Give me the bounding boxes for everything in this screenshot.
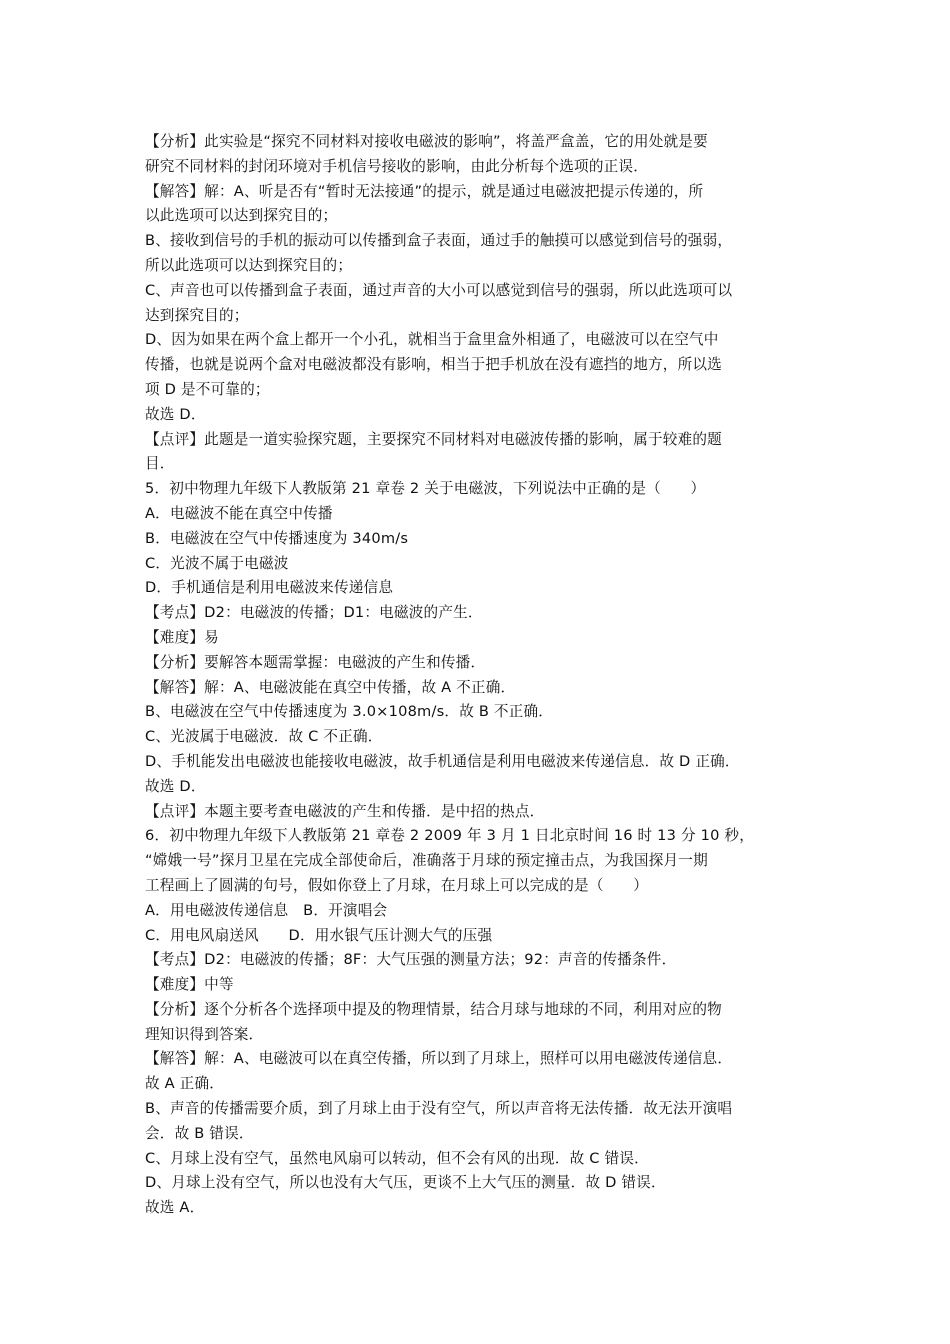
document-body xyxy=(145,130,815,1221)
text-line: 【解答】解：A、听是否有“暂时无法接通”的提示，就是通过电磁波把提示传递的，所 xyxy=(145,182,704,200)
text-line: D．手机通信是利用电磁波来传递信息 xyxy=(145,579,394,597)
text-line: 理知识得到答案． xyxy=(145,1025,264,1043)
text-line: D、手机能发出电磁波也能接收电磁波，故手机通信是利用电磁波来传递信息．故 D 正确． xyxy=(145,752,740,770)
text-line: 以此选项可以达到探究目的； xyxy=(145,207,338,225)
text-line: D、因为如果在两个盒上都开一个小孔，就相当于盒里盒外相通了，电磁波可以在空气中 xyxy=(145,331,719,349)
text-line: 达到探究目的； xyxy=(145,306,249,324)
text-line: 目． xyxy=(145,455,175,473)
text-line: 工程画上了圆满的句号，假如你登上了月球，在月球上可以完成的是（ ） xyxy=(145,876,648,894)
text-line: 【难度】中等 xyxy=(145,976,234,994)
text-line: 所以此选项可以达到探究目的； xyxy=(145,256,353,274)
text-line: C、光波属于电磁波．故 C 不正确． xyxy=(145,728,383,746)
text-line: 【难度】易 xyxy=(145,628,219,646)
text-line: 故 A 正确． xyxy=(145,1075,225,1093)
text-line: 【考点】D2：电磁波的传播；8F：大气压强的测量方法；92：声音的传播条件． xyxy=(145,951,677,969)
text-line: C、月球上没有空气，虽然电风扇可以转动，但不会有风的出现．故 C 错误． xyxy=(145,1149,649,1167)
text-line: C．光波不属于电磁波 xyxy=(145,554,289,572)
text-line: 5．初中物理九年级下人教版第 21 章卷 2 关于电磁波，下列说法中正确的是（ ） xyxy=(145,480,706,498)
text-line: 【点评】本题主要考查电磁波的产生和传播．是中招的热点． xyxy=(145,802,545,820)
text-line: C．用电风扇送风 D．用水银气压计测大气的压强 xyxy=(145,926,493,944)
text-line: B、电磁波在空气中传播速度为 3.0×108m/s．故 B 不正确． xyxy=(145,703,554,721)
text-line: B、声音的传播需要介质，到了月球上由于没有空气，所以声音将无法传播．故无法开演唱 xyxy=(145,1100,733,1118)
text-line: 故选 D． xyxy=(145,777,206,795)
text-line: 【点评】此题是一道实验探究题，主要探究不同材料对电磁波传播的影响，属于较难的题 xyxy=(145,430,722,448)
text-line: 【分析】此实验是“探究不同材料对接收电磁波的影响”，将盖严盒盖，它的用处就是要 xyxy=(145,133,708,150)
text-line: 项 D 是不可靠的； xyxy=(145,380,270,398)
text-line: 传播，也就是说两个盒对电磁波都没有影响，相当于把手机放在没有遮挡的地方，所以选 xyxy=(145,356,722,374)
text-line: 【解答】解：A、电磁波能在真空中传播，故 A 不正确． xyxy=(145,678,516,696)
text-line: 研究不同材料的封闭环境对手机信号接收的影响，由此分析每个选项的正误． xyxy=(145,157,648,175)
text-line: A．用电磁波传递信息 B．开演唱会 xyxy=(145,901,388,919)
text-line: A．电磁波不能在真空中传播 xyxy=(145,504,333,522)
text-line: D、月球上没有空气，所以也没有大气压，更谈不上大气压的测量．故 D 错误． xyxy=(145,1174,666,1192)
text-line: 【分析】要解答本题需掌握：电磁波的产生和传播． xyxy=(145,653,486,671)
text-line: “嫦娥一号”探月卫星在完成全部使命后，准确落于月球的预定撞击点，为我国探月一期 xyxy=(145,852,708,870)
text-line: C、声音也可以传播到盒子表面，通过声音的大小可以感觉到信号的强弱，所以此选项可以 xyxy=(145,281,733,299)
text-line: 6．初中物理九年级下人教版第 21 章卷 2 2009 年 3 月 1 日北京时间 16 时 13 分 10 秒， xyxy=(145,827,754,845)
text-line: 故选 D． xyxy=(145,405,206,423)
text-line: 会．故 B 错误． xyxy=(145,1124,254,1142)
text-line: B．电磁波在空气中传播速度为 340m/s xyxy=(145,529,409,547)
text-line: 【解答】解：A、电磁波可以在真空传播，所以到了月球上，照样可以用电磁波传递信息． xyxy=(145,1050,733,1068)
text-line: B、接收到信号的手机的振动可以传播到盒子表面，通过手的触摸可以感觉到信号的强弱， xyxy=(145,232,733,250)
text-line: 故选 A． xyxy=(145,1199,205,1217)
text-line: 【考点】D2：电磁波的传播；D1：电磁波的产生． xyxy=(145,604,483,622)
text-line: 【分析】逐个分析各个选择项中提及的物理情景，结合月球与地球的不同，利用对应的物 xyxy=(145,1000,722,1018)
